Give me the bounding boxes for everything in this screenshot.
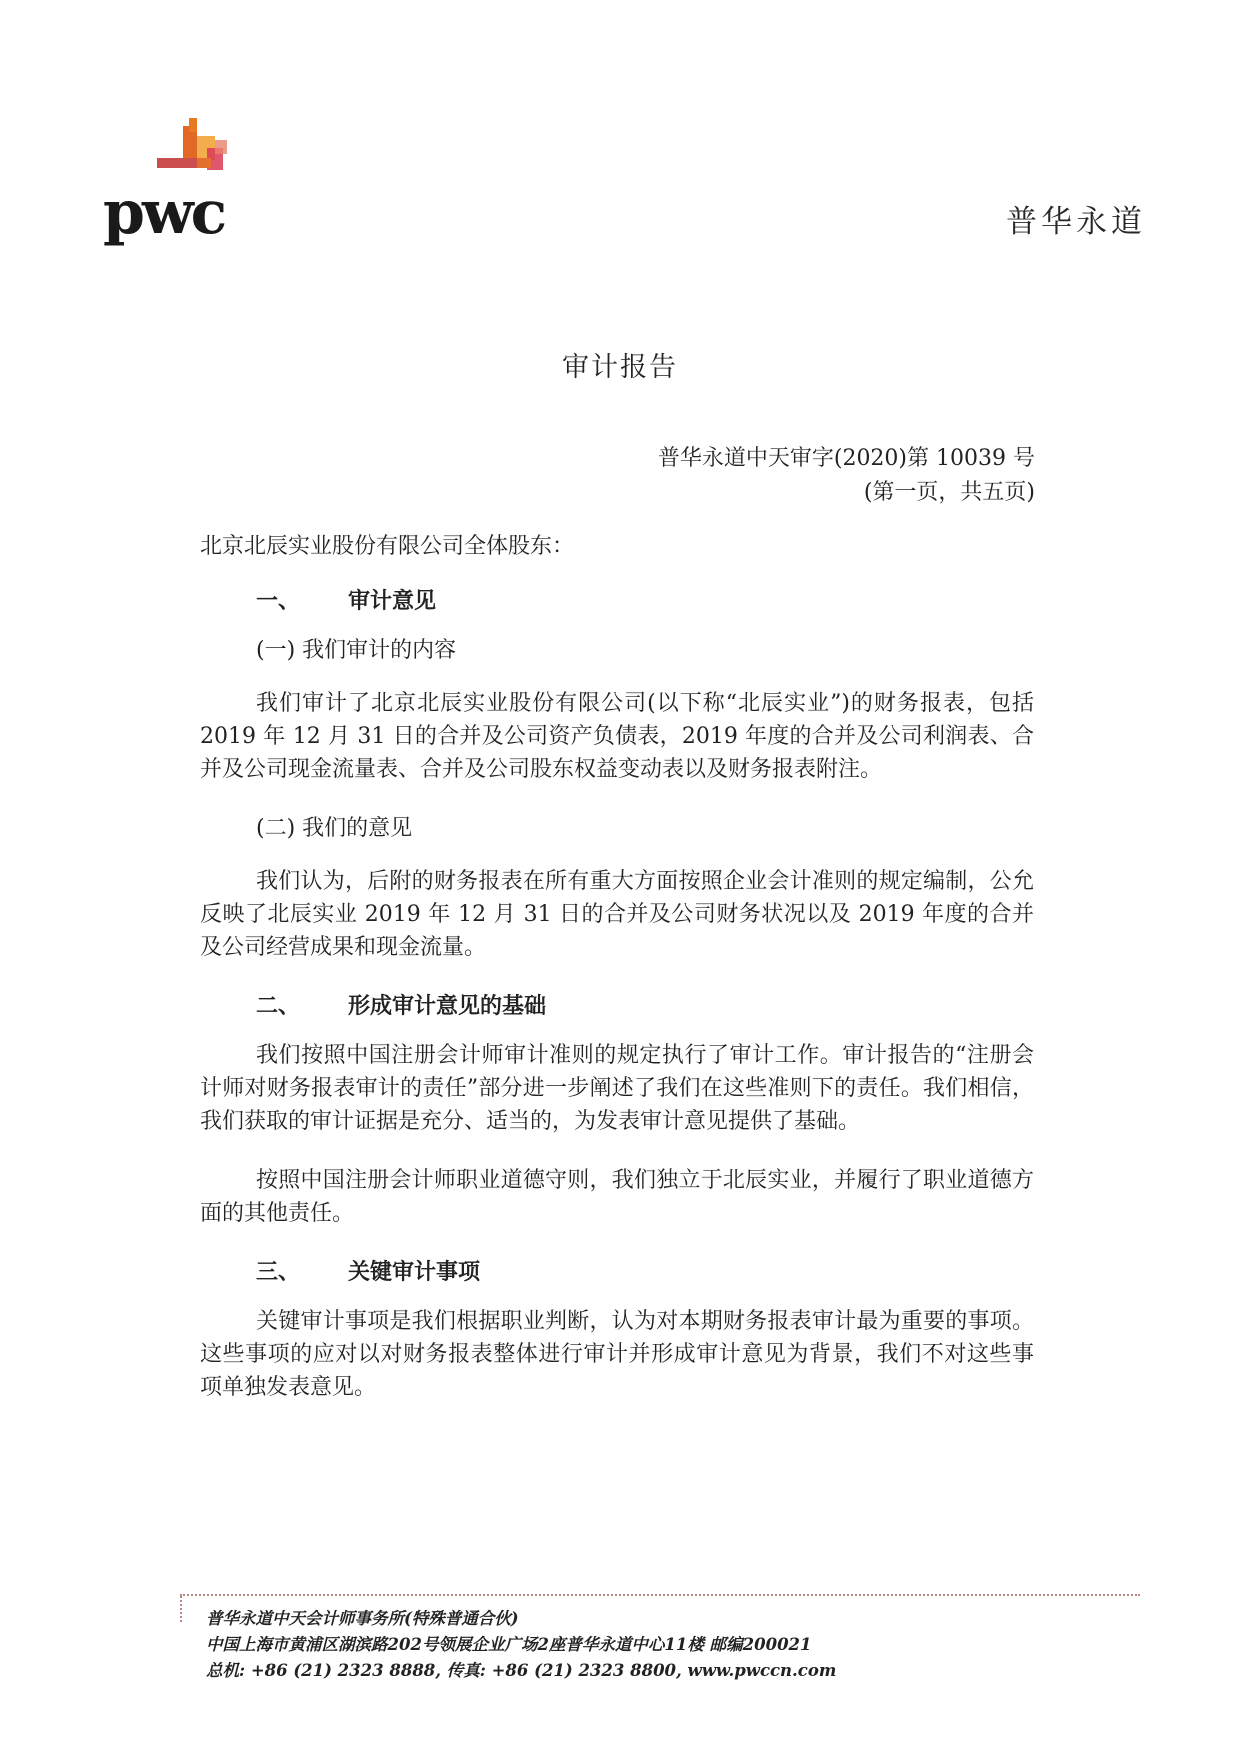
section-heading-key-matters — [256, 1256, 1034, 1289]
pwc-logo-text: pwc — [103, 178, 225, 248]
paragraph: 关键审计事项是我们根据职业判断，认为对本期财务报表审计最为重要的事项。这些事项的应对以对财务报表整体进行审计并形成审计意见为背景，我们不对这些事项单独发表意见。 — [200, 1309, 1034, 1400]
paragraph: 我们按照中国注册会计师审计准则的规定执行了审计工作。审计报告的“注册会计师对财务报表审计的责任”部分进一步阐述了我们在这些准则下的责任。我们相信，我们获取的审计证据是充分、适当的，为发表审计意见提供了基础。 — [200, 1043, 1034, 1134]
page-indicator: (第一页，共五页) — [863, 480, 1035, 505]
paragraph: 我们审计了北京北辰实业股份有限公司(以下称“北辰实业”)的财务报表，包括 2019 年 12 月 31 日的合并及公司资产负债表，2019 年度的合并及公司利润表、合并及公司现金流量表、合并及公司股东权益变动表以及财务报表附注。 — [200, 691, 1034, 782]
section-number: 三、 — [256, 1260, 301, 1285]
footer — [206, 1606, 836, 1684]
footer-firm-name: 普华永道中天会计师事务所(特殊普通合伙) — [206, 1609, 519, 1628]
report-body — [200, 530, 1034, 1430]
paragraph: 我们认为，后附的财务报表在所有重大方面按照企业会计准则的规定编制，公允反映了北辰实业 2019 年 12 月 31 日的合并及公司财务状况以及 2019 年度的合并及公司经营成果和现金流量。 — [200, 869, 1034, 960]
section-title: 审计意见 — [348, 589, 437, 614]
report-number: 普华永道中天审字(2020)第 10039 号 — [657, 446, 1035, 471]
section-title: 形成审计意见的基础 — [348, 994, 547, 1019]
section-number: 一、 — [256, 589, 301, 614]
subsection-title: (二) 我们的意见 — [256, 816, 413, 841]
section-title: 关键审计事项 — [348, 1260, 481, 1285]
section-number: 二、 — [256, 994, 301, 1019]
section-heading-opinion — [256, 585, 1034, 618]
document-title: 审计报告 — [562, 352, 678, 383]
footer-divider — [180, 1594, 1140, 1596]
footer-contact: 总机: +86 (21) 2323 8888, 传真: +86 (21) 2323 8800, www.pwccn.com — [206, 1661, 837, 1680]
footer-address: 中国上海市黄浦区湖滨路202号领展企业广场2座普华永道中心11楼 邮编200021 — [206, 1635, 812, 1654]
reference-block — [658, 442, 1035, 510]
subsection-title: (一) 我们审计的内容 — [256, 638, 457, 663]
section-heading-basis — [256, 990, 1034, 1023]
footer-divider-tick — [180, 1596, 182, 1622]
paragraph: 按照中国注册会计师职业道德守则，我们独立于北辰实业，并履行了职业道德方面的其他责任。 — [200, 1168, 1034, 1226]
pwc-logo — [103, 118, 263, 248]
brand-name-chinese: 普华永道 — [1006, 204, 1146, 240]
addressee: 北京北辰实业股份有限公司全体股东： — [200, 534, 575, 559]
